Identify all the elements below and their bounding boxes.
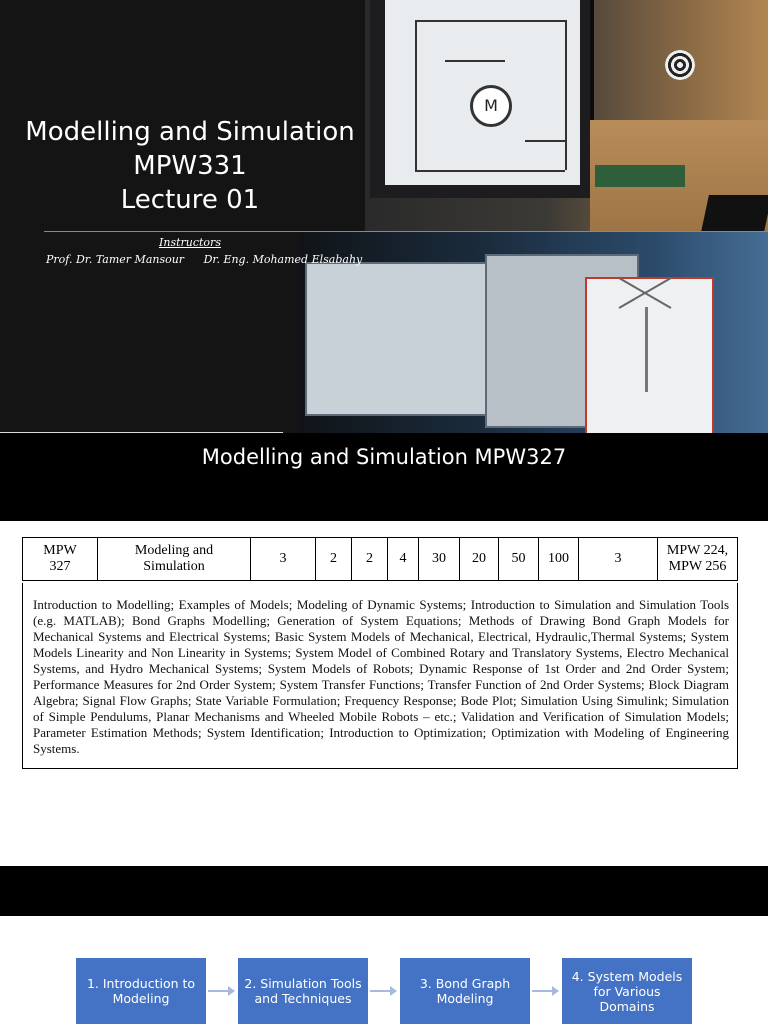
table-row: [23, 538, 738, 581]
motor-symbol-icon: M: [470, 85, 512, 127]
table-cell: 3: [579, 538, 658, 581]
title-slide: [0, 0, 768, 433]
arrow-right-icon: [208, 990, 234, 992]
arrow-right-icon: [532, 990, 558, 992]
course-table: [22, 537, 738, 581]
description-box: [22, 583, 738, 769]
course-slide-title: Modelling and Simulation MPW327: [201, 445, 567, 469]
table-cell: 30: [419, 538, 460, 581]
course-code-cell: MPW 327: [23, 538, 98, 581]
table-cell: 20: [460, 538, 499, 581]
lecture-line: Lecture 01: [120, 185, 260, 215]
course-name-cell: Modeling and Simulation: [98, 538, 251, 581]
table-cell: 2: [352, 538, 388, 581]
monitor-image: [370, 0, 594, 198]
course-slide-header: [0, 433, 768, 521]
instructor-name: Dr. Eng. Mohamed Elsabahy: [203, 253, 363, 266]
title-line: Modelling and Simulation: [25, 117, 355, 147]
instructors-list: [46, 253, 363, 266]
flow-step: 1. Introduction to Modeling: [76, 958, 206, 1024]
table-cell: 2: [316, 538, 352, 581]
slide-title: [20, 115, 360, 217]
simulation-screens-image: [300, 232, 768, 433]
block-diagram-window: [305, 262, 489, 416]
instructors-heading: Instructors: [159, 236, 221, 249]
prerequisites-cell: MPW 224, MPW 256: [658, 538, 738, 581]
lab-photo-image: [365, 0, 768, 232]
keyboard-image: [701, 195, 768, 232]
circuit-board-image: [595, 165, 685, 187]
course-description-text: Introduction to Modelling; Examples of Models; Modeling of Dynamic Systems; Introduction to Simulation and Simulation Tools (e.g. MATLAB); Bond Graphs Modelling; Generation of System Equations; Methods of Drawing Bond Graph Models for Mechanical Systems and Electrical Systems; Basic System Models of Mechanical, Electrical, Hydraulic,Thermal Systems; System Models Linearity and Non Linearity in Systems; System Model of Combined Rotary and Translatory Systems, Electro Mechanical Systems, and Hydro Mechanical Systems; System Models of Robots; Dynamic Response of 1st Order and 2nd Order System; Performance Measures for 2nd Order System; System Transfer Functions; Transfer Function of 2nd Order Systems; Block Diagram Algebra; Signal Flow Graphs; State Variable Formulation; Frequency Response; Bode Plot; Simulation Using Simulink; Simulation of Simple Pendulums, Planar Mechanisms and Wheeled Mobile Robots – etc.; Validation and Verification of Simulation Models; Parameter Estimation Methods; System Identification; Introduction to Optimization; Optimization with Modeling of Engineering Systems.: [33, 597, 729, 756]
arrow-right-icon: [370, 990, 396, 992]
instructor-name: Prof. Dr. Tamer Mansour: [46, 253, 185, 266]
topics-slide-header: [0, 866, 768, 916]
turbine-render-window: [585, 277, 714, 433]
wind-turbine-icon: [645, 307, 648, 392]
table-cell: 50: [499, 538, 539, 581]
flow-step: 2. Simulation Tools and Techniques: [238, 958, 368, 1024]
spiral-target-icon: [665, 50, 695, 80]
flow-step: 4. System Models for Various Domains: [562, 958, 692, 1024]
accent-divider: [44, 231, 768, 232]
topics-flow-diagram: [0, 958, 768, 1024]
table-cell: 4: [388, 538, 419, 581]
course-description-image: [0, 521, 768, 771]
table-cell: 100: [539, 538, 579, 581]
course-code-line: MPW331: [133, 151, 247, 181]
flow-step: 3. Bond Graph Modeling: [400, 958, 530, 1024]
table-cell: 3: [251, 538, 316, 581]
